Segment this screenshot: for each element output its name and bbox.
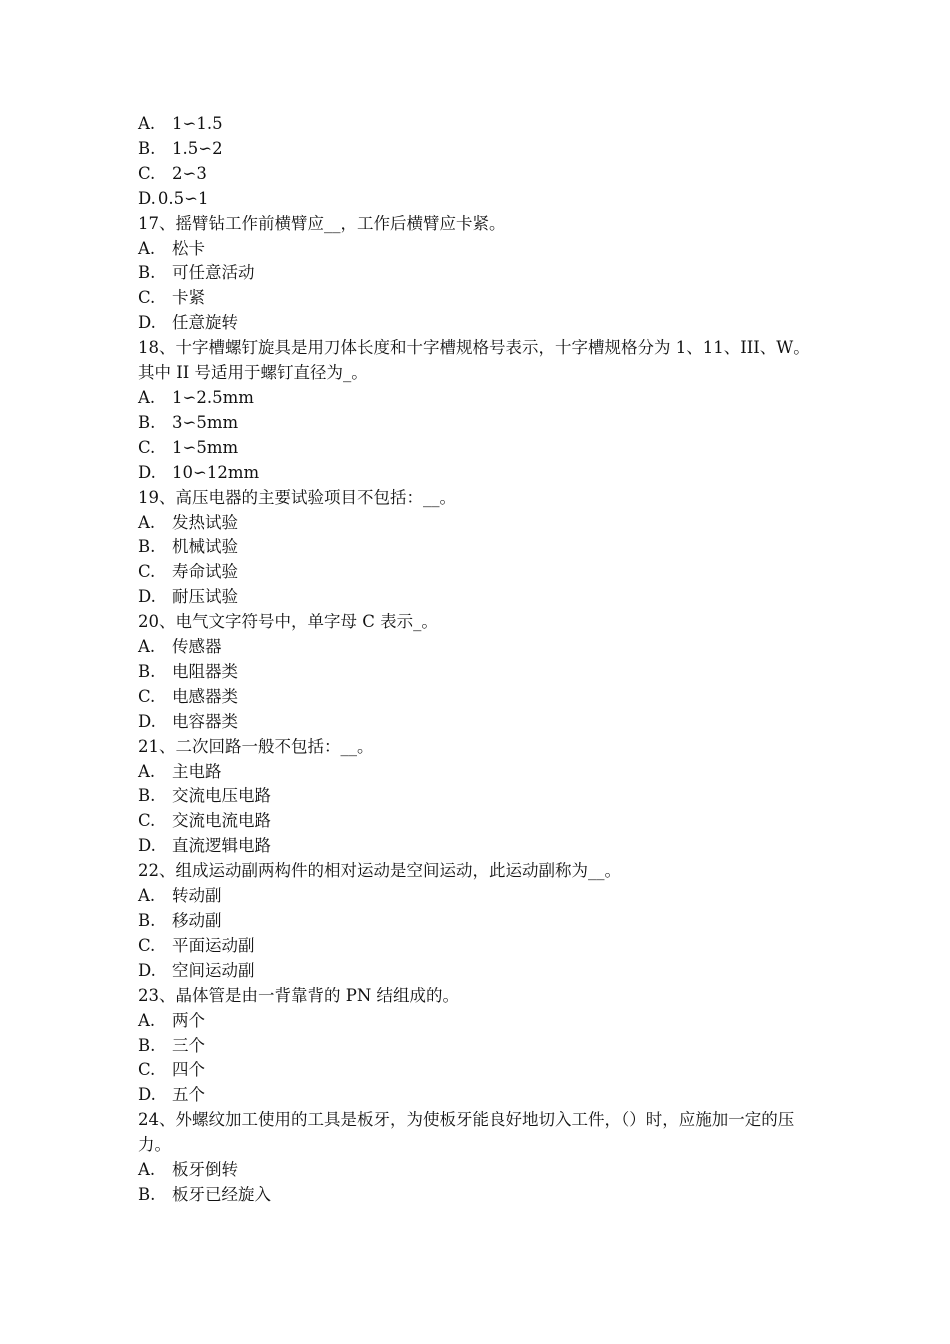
option-text: 电感器类 — [172, 686, 238, 706]
answer-option — [138, 660, 818, 685]
option-letter: B. — [138, 1184, 156, 1204]
question-text: 24、外螺纹加工使用的工具是板牙，为使板牙能良好地切入工件，（）时，应施加一定的压力。 — [138, 1110, 795, 1155]
option-letter: B. — [138, 412, 156, 432]
option-text: 可任意活动 — [172, 263, 255, 283]
option-letter: B. — [138, 1035, 156, 1055]
option-letter: D. — [138, 836, 156, 856]
answer-option — [138, 411, 818, 436]
option-text: 卡紧 — [172, 288, 205, 308]
option-letter: D. — [138, 188, 156, 208]
answer-option — [138, 1009, 818, 1034]
option-letter: D. — [138, 462, 156, 482]
option-letter: A. — [138, 761, 156, 781]
option-letter: A. — [138, 637, 156, 657]
answer-option — [138, 162, 818, 187]
question-text: 21、二次回路一般不包括：__。 — [138, 736, 374, 756]
answer-option — [138, 112, 818, 137]
option-text: 发热试验 — [172, 512, 238, 532]
option-letter: A. — [138, 114, 156, 133]
option-text: 平面运动副 — [172, 935, 255, 955]
option-text: 电阻器类 — [172, 661, 238, 681]
option-letter: C. — [138, 811, 156, 831]
answer-option — [138, 560, 818, 585]
question-list — [138, 112, 818, 1208]
option-text: 松卡 — [172, 238, 205, 258]
option-letter: B. — [138, 138, 156, 158]
option-text: 板牙已经旋入 — [172, 1184, 271, 1204]
option-letter: C. — [138, 562, 156, 582]
option-text: 转动副 — [172, 886, 222, 906]
option-letter: A. — [138, 886, 156, 906]
answer-option — [138, 1183, 818, 1208]
question-text: 22、组成运动副两构件的相对运动是空间运动，此运动副称为__。 — [138, 861, 621, 881]
option-text: 耐压试验 — [172, 587, 238, 607]
option-text: 电容器类 — [172, 711, 238, 731]
option-letter: C. — [138, 288, 156, 308]
question-text: 20、电气文字符号中，单字母 C 表示_。 — [138, 612, 438, 632]
answer-option — [138, 1034, 818, 1059]
answer-option — [138, 710, 818, 735]
answer-option — [138, 809, 818, 834]
answer-option — [138, 1158, 818, 1183]
option-text: 五个 — [172, 1085, 205, 1105]
option-text: 1∽1.5 — [172, 114, 223, 133]
question-text: 17、摇臂钻工作前横臂应__，工作后横臂应卡紧。 — [138, 213, 506, 233]
option-text: 两个 — [172, 1010, 205, 1030]
option-letter: B. — [138, 661, 156, 681]
answer-option — [138, 934, 818, 959]
option-letter: D. — [138, 587, 156, 607]
option-text: 交流电流电路 — [172, 811, 271, 831]
option-letter: D. — [138, 960, 156, 980]
option-letter: A. — [138, 238, 156, 258]
option-text: 1∽5mm — [172, 437, 239, 457]
option-text: 空间运动副 — [172, 960, 255, 980]
option-letter: A. — [138, 387, 156, 407]
question-text: 19、高压电器的主要试验项目不包括：__。 — [138, 487, 456, 507]
question-text: 23、晶体管是由一背靠背的 PN 结组成的。 — [138, 985, 460, 1005]
option-text: 板牙倒转 — [172, 1160, 238, 1180]
option-text: 三个 — [172, 1035, 205, 1055]
option-text: 寿命试验 — [172, 562, 238, 582]
option-text: 0.5∽1 — [157, 188, 209, 208]
option-letter: B. — [138, 537, 156, 557]
answer-option — [138, 286, 818, 311]
option-text: 传感器 — [172, 637, 222, 657]
option-letter: A. — [138, 1160, 156, 1180]
answer-option — [138, 1058, 818, 1083]
option-letter: C. — [138, 1060, 156, 1080]
option-text: 交流电压电路 — [172, 786, 271, 806]
answer-option — [138, 760, 818, 785]
answer-option — [138, 959, 818, 984]
option-letter: A. — [138, 1010, 156, 1030]
answer-option — [138, 535, 818, 560]
answer-option — [138, 884, 818, 909]
answer-option — [138, 834, 818, 859]
option-text: 任意旋转 — [172, 313, 238, 333]
option-letter: C. — [138, 437, 156, 457]
option-text: 3∽5mm — [172, 412, 239, 432]
option-text: 直流逻辑电路 — [172, 836, 271, 856]
option-letter: C. — [138, 686, 156, 706]
option-text: 10∽12mm — [172, 462, 260, 482]
answer-option — [138, 685, 818, 710]
option-text: 四个 — [172, 1060, 205, 1080]
answer-option — [138, 311, 818, 336]
answer-option — [138, 909, 818, 934]
option-letter: A. — [138, 512, 156, 532]
answer-option — [138, 187, 818, 212]
answer-option — [138, 1083, 818, 1108]
question-text: 18、十字槽螺钉旋具是用刀体长度和十字槽规格号表示，十字槽规格分为 1、11、III、W。其中 II 号适用于螺钉直径为_。 — [138, 338, 810, 383]
option-letter: D. — [138, 711, 156, 731]
option-text: 机械试验 — [172, 537, 238, 557]
option-text: 2∽3 — [172, 163, 207, 183]
option-letter: C. — [138, 163, 156, 183]
option-text: 1∽2.5mm — [172, 387, 254, 407]
answer-option — [138, 261, 818, 286]
option-letter: B. — [138, 263, 156, 283]
option-letter: D. — [138, 313, 156, 333]
answer-option — [138, 784, 818, 809]
answer-option — [138, 511, 818, 536]
answer-option — [138, 635, 818, 660]
option-letter: C. — [138, 935, 156, 955]
option-text: 主电路 — [172, 761, 222, 781]
answer-option — [138, 461, 818, 486]
option-letter: B. — [138, 911, 156, 930]
option-letter: D. — [138, 1085, 156, 1105]
answer-option — [138, 237, 818, 262]
answer-option — [138, 436, 818, 461]
answer-option — [138, 585, 818, 610]
option-letter: B. — [138, 786, 156, 806]
option-text: 1.5∽2 — [172, 138, 223, 158]
answer-option — [138, 386, 818, 411]
answer-option — [138, 137, 818, 162]
option-text: 移动副 — [172, 911, 222, 930]
